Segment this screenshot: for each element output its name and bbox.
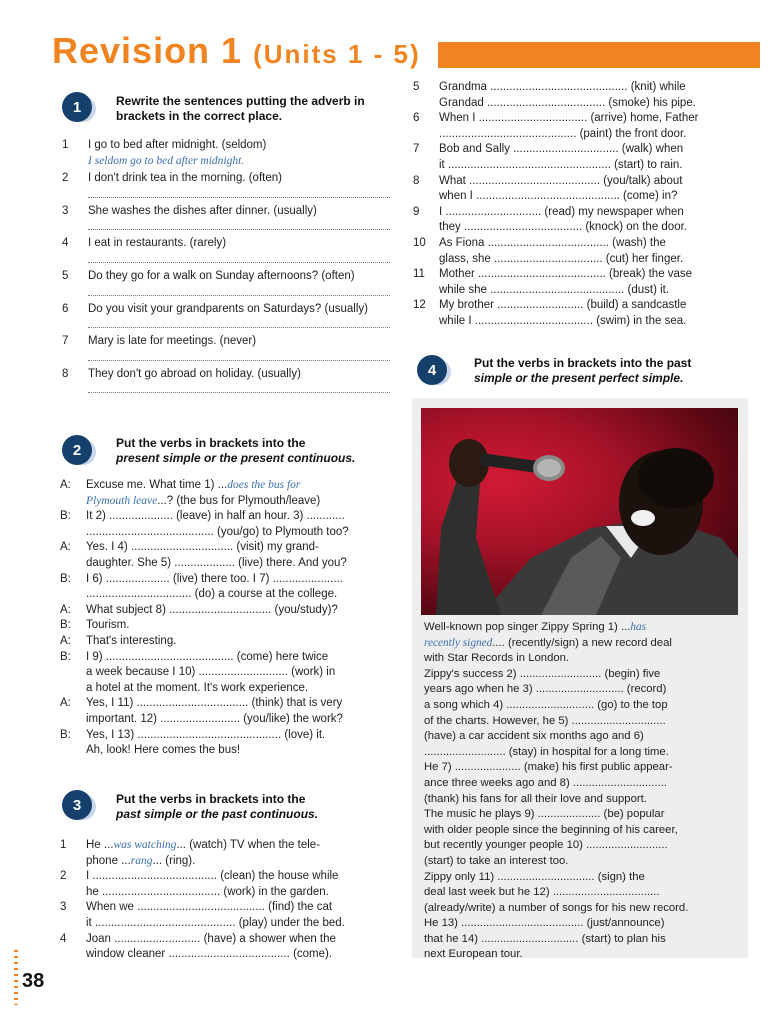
- item-text: [439, 220, 687, 236]
- speaker-label: A:: [60, 697, 71, 710]
- example-answer: Plymouth leave: [86, 494, 158, 507]
- item-number: [60, 854, 86, 870]
- item-text: [439, 267, 692, 283]
- dialogue-text: [86, 728, 325, 744]
- dialogue-line: [60, 681, 392, 697]
- dialogue-line: [60, 587, 392, 603]
- speaker-label: [60, 556, 86, 572]
- title-units: (Units 1 - 5): [253, 39, 421, 69]
- item-number: 2: [60, 870, 67, 883]
- text-segment: (thank) his fans for all their love and support.: [424, 792, 647, 805]
- text-segment: when I ............................................. (come) in?: [439, 190, 678, 203]
- answer-line[interactable]: [88, 252, 390, 263]
- text-segment: What subject 8) ................................ (you/study)?: [86, 603, 338, 616]
- page-title: [52, 30, 421, 72]
- text-segment: Grandma ........................................... (knit) while: [439, 81, 686, 93]
- list-item: [413, 236, 743, 252]
- exercise-4-instruction: Put the verbs in brackets into the past simple or the present perfect simple.: [474, 356, 692, 385]
- dialogue-text: [86, 478, 300, 494]
- item-number: [60, 885, 86, 901]
- item-number: [60, 916, 86, 932]
- list-item: [413, 252, 743, 268]
- text-line: [424, 792, 742, 808]
- text-segment: He ...: [86, 839, 114, 851]
- speaker-label: [60, 712, 86, 728]
- item-text: [86, 885, 329, 901]
- dialogue-line: [60, 743, 392, 759]
- text-line: [424, 698, 742, 714]
- list-item: [413, 142, 743, 158]
- speaker-label: B:: [60, 728, 71, 741]
- answer-line[interactable]: [88, 382, 390, 393]
- text-line: [424, 823, 742, 839]
- list-item: 5 Do they go for a walk on Sunday afternoons? (often): [62, 269, 355, 282]
- item-number: [413, 314, 439, 330]
- list-item: [413, 158, 743, 174]
- text-segment: while I ..................................... (swim) in the sea.: [439, 314, 687, 327]
- text-segment: Yes, I 11) ................................... (think) that is very: [86, 697, 343, 710]
- text-line: [424, 854, 742, 870]
- dialogue-line: [60, 712, 392, 728]
- text-segment: with older people since the beginning of his career,: [424, 823, 678, 836]
- speaker-label: [60, 665, 86, 681]
- list-item: [60, 854, 390, 870]
- item-number: [413, 127, 439, 143]
- dialogue-text: [86, 556, 347, 572]
- speaker-label: [60, 743, 86, 759]
- text-segment: When I .................................. (arrive) home, Father: [439, 112, 699, 125]
- dialogue-text: [86, 525, 349, 541]
- text-line: [424, 947, 742, 963]
- text-segment: ........................................ (you/go) to Plymouth too?: [86, 525, 349, 538]
- exercise-2-badge: 2: [62, 435, 92, 465]
- exercise-3-list: [60, 838, 390, 963]
- text-segment: That's interesting.: [86, 634, 177, 647]
- dialogue-line: [60, 556, 392, 572]
- answer-line[interactable]: [88, 219, 390, 230]
- item-text: [86, 947, 332, 963]
- text-line: [424, 838, 742, 854]
- text-line: [424, 667, 742, 683]
- dialogue-text: [86, 743, 240, 759]
- text-segment: Excuse me. What time 1) ...: [86, 479, 228, 491]
- list-item: [413, 189, 743, 205]
- dialogue-line: [60, 696, 392, 712]
- answer-line[interactable]: [88, 285, 390, 296]
- item-number: [413, 96, 439, 112]
- speaker-label: B:: [60, 619, 71, 632]
- dialogue-line: [60, 494, 392, 510]
- list-item: [60, 916, 390, 932]
- item-number: 8: [413, 174, 420, 187]
- list-item: [413, 205, 743, 221]
- dialogue-text: [86, 540, 319, 556]
- dialogue-line: [60, 665, 392, 681]
- item-text: [439, 189, 677, 205]
- page-edge-dots: [14, 950, 18, 1005]
- item-text: [439, 298, 686, 314]
- item-number: 12: [413, 299, 426, 312]
- text-line: [424, 620, 742, 636]
- text-segment: a hotel at the moment. It's work experience.: [86, 681, 309, 694]
- text-segment: it ................................................... (start) to rain.: [439, 158, 683, 171]
- dialogue-text: [86, 650, 328, 666]
- speaker-label: B:: [60, 650, 71, 663]
- text-segment: It 2) .................... (leave) in half an hour. 3) ............: [86, 510, 345, 523]
- dialogue-text: [86, 509, 345, 525]
- item-number: 5: [413, 81, 420, 93]
- text-segment: Ah, look! Here comes the bus!: [86, 744, 241, 757]
- text-segment: he ..................................... (work) in the garden.: [86, 885, 329, 898]
- dialogue-line: [60, 618, 392, 634]
- speaker-label: A:: [60, 541, 71, 554]
- list-item: [60, 932, 390, 948]
- text-line: [424, 636, 742, 652]
- text-line: [424, 901, 742, 917]
- item-number: 6: [413, 112, 420, 125]
- example-answer: has: [630, 621, 647, 633]
- dialogue-text: [86, 494, 320, 510]
- text-segment: (start) to take an interest too.: [424, 854, 569, 867]
- item-number: [413, 158, 439, 174]
- text-segment: but recently younger people 10) ..........................: [424, 839, 668, 852]
- item-text: [439, 96, 696, 112]
- list-item: [413, 267, 743, 283]
- item-text: [86, 869, 338, 885]
- text-segment: Mother ........................................ (break) the vase: [439, 268, 693, 281]
- exercise-1-list: [62, 138, 390, 399]
- text-segment: Tourism.: [86, 619, 130, 632]
- item-text: [439, 111, 698, 127]
- text-segment: The music he plays 9) .................... (be) popular: [424, 808, 665, 821]
- text-line: [424, 745, 742, 761]
- list-item: [60, 869, 390, 885]
- text-segment: When we ........................................ (find) the cat: [86, 901, 333, 914]
- text-segment: .... (recently/sign) a new record deal: [492, 636, 672, 649]
- text-segment: I 6) .................... (live) there too. I 7) ......................: [86, 572, 343, 585]
- item-text: [86, 900, 332, 916]
- item-text: [86, 854, 195, 870]
- item-text: [86, 838, 320, 854]
- page-number: 38: [22, 970, 45, 992]
- text-segment: Zippy's success 2) .......................... (begin) five: [424, 667, 661, 680]
- speaker-label: B:: [60, 510, 71, 523]
- text-segment: My brother ........................... (build) a sandcastle: [439, 299, 687, 312]
- header-bar: [438, 42, 760, 68]
- list-item: [62, 154, 390, 170]
- item-number: [413, 189, 439, 205]
- text-segment: I .............................. (read) my newspaper when: [439, 205, 684, 218]
- list-item: 2 I don't drink tea in the morning. (often): [62, 172, 282, 185]
- answer-line[interactable]: [88, 187, 390, 198]
- dialogue-line: [60, 634, 392, 650]
- text-line: [424, 729, 742, 745]
- item-text: [439, 314, 686, 330]
- dialogue-line: [60, 572, 392, 588]
- item-number: [413, 252, 439, 268]
- text-line: [424, 776, 742, 792]
- text-segment: (have) a car accident six months ago and 6): [424, 730, 644, 743]
- exercise-1-instruction: Rewrite the sentences putting the adverb in brackets in the correct place.: [116, 94, 365, 123]
- list-item: [60, 947, 390, 963]
- list-item: [413, 80, 743, 96]
- text-segment: ance three weeks ago and 8) ..............................: [424, 776, 667, 789]
- example-answer: rang: [130, 854, 153, 867]
- item-text: [439, 252, 683, 268]
- item-text: [439, 142, 683, 158]
- speaker-label: [60, 587, 86, 603]
- exercise-3-instruction: Put the verbs in brackets into the past simple or the past continuous.: [116, 792, 319, 821]
- dialogue-line: [60, 525, 392, 541]
- item-text: [86, 916, 345, 932]
- text-segment: important. 12) ......................... (you/like) the work?: [86, 712, 343, 725]
- speaker-label: B:: [60, 572, 71, 585]
- text-segment: with Star Records in London.: [424, 652, 570, 665]
- dialogue-text: [86, 634, 176, 650]
- dialogue-line: [60, 540, 392, 556]
- item-text: [439, 205, 684, 221]
- list-item: [413, 283, 743, 299]
- list-item: 8 They don't go abroad on holiday. (usually): [62, 367, 301, 380]
- text-segment: years ago when he 3) ............................ (record): [424, 683, 667, 696]
- exercise-1-badge: 1: [62, 92, 92, 122]
- text-segment: ........................................... (paint) the front door.: [439, 127, 687, 140]
- list-item: [413, 220, 743, 236]
- text-segment: Yes. I 4) ................................ (visit) my grand-: [86, 541, 319, 554]
- speaker-label: A:: [60, 479, 71, 491]
- text-segment: Grandad ..................................... (smoke) his pipe.: [439, 96, 696, 109]
- title-main: Revision 1: [52, 30, 243, 71]
- text-line: [424, 807, 742, 823]
- dialogue-text: [86, 587, 337, 603]
- list-item: [413, 298, 743, 314]
- text-segment: .......................... (stay) in hospital for a long time.: [424, 745, 669, 758]
- item-text: [86, 932, 336, 948]
- list-item: [413, 174, 743, 190]
- speaker-label: [60, 494, 86, 510]
- text-line: [424, 932, 742, 948]
- text-segment: ... (ring).: [152, 854, 196, 867]
- list-item: [413, 127, 743, 143]
- dialogue-line: [60, 650, 392, 666]
- list-item: [413, 96, 743, 112]
- example-answer: does the bus for: [227, 479, 301, 491]
- list-item: 3 She washes the dishes after dinner. (usually): [62, 204, 317, 217]
- exercise-3-list-continued: [413, 80, 743, 330]
- text-segment: next European tour.: [424, 948, 523, 961]
- text-segment: a song which 4) ............................ (go) to the top: [424, 698, 668, 711]
- text-segment: it ............................................ (play) under the bed.: [86, 916, 345, 929]
- text-segment: I 9) ........................................ (come) here twice: [86, 650, 329, 663]
- text-segment: glass, she .................................. (cut) her finger.: [439, 252, 684, 265]
- text-segment: Yes, I 13) ............................................. (love) it.: [86, 728, 326, 741]
- list-item: 6 Do you visit your grandparents on Saturdays? (usually): [62, 302, 368, 315]
- text-segment: Joan ........................... (have) a shower when the: [86, 932, 336, 945]
- dialogue-text: [86, 681, 308, 697]
- text-segment: window cleaner ...................................... (come).: [86, 948, 333, 961]
- exercise-3-badge: 3: [62, 790, 92, 820]
- text-segment: while she .......................................... (dust) it.: [439, 283, 670, 296]
- text-segment: deal last week but he 12) ..................................: [424, 886, 660, 899]
- item-number: 9: [413, 205, 420, 218]
- text-segment: ...? (the bus for Plymouth/leave): [157, 494, 321, 507]
- text-segment: As Fiona ...................................... (wash) the: [439, 236, 666, 249]
- text-line: [424, 885, 742, 901]
- text-segment: daughter. She 5) ................... (live) there. And you?: [86, 556, 347, 569]
- text-line: [424, 682, 742, 698]
- dialogue-text: [86, 618, 129, 634]
- item-number: 4: [60, 932, 67, 945]
- item-number: 1: [60, 839, 67, 851]
- speaker-label: [60, 525, 86, 541]
- dialogue-text: [86, 696, 342, 712]
- item-number: 7: [413, 143, 420, 156]
- item-number: [413, 220, 439, 236]
- dialogue-text: [86, 712, 343, 728]
- list-item: [60, 838, 390, 854]
- exercise-2-instruction: Put the verbs in brackets into the present simple or the present continuous.: [116, 436, 356, 465]
- dialogue-text: [86, 603, 338, 619]
- item-number: [60, 947, 86, 963]
- speaker-label: A:: [60, 603, 71, 616]
- dialogue-line: [60, 478, 392, 494]
- exercise-4-badge: 4: [417, 355, 447, 385]
- list-item: 1 I go to bed after midnight. (seldom): [62, 139, 267, 151]
- text-segment: (already/write) a number of songs for his new record.: [424, 901, 689, 914]
- item-number: [413, 283, 439, 299]
- item-number: 11: [413, 268, 425, 281]
- text-line: [424, 651, 742, 667]
- item-number: 3: [60, 901, 67, 914]
- singer-photo: [421, 408, 738, 615]
- list-item: [413, 314, 743, 330]
- example-answer: recently signed: [424, 636, 493, 649]
- answer-line[interactable]: [88, 317, 390, 328]
- text-line: [424, 916, 742, 932]
- dialogue-line: [60, 728, 392, 744]
- exercise-4-text: [424, 620, 742, 963]
- text-segment: they ..................................... (knock) on the door.: [439, 221, 687, 234]
- text-segment: Bob and Sally ................................. (walk) when: [439, 143, 684, 156]
- item-text: [439, 283, 669, 299]
- dialogue-line: [60, 509, 392, 525]
- example-answer: I seldom go to bed after midnight.: [88, 154, 245, 167]
- text-segment: I ....................................... (clean) the house while: [86, 870, 339, 883]
- text-segment: ................................. (do) a course at the college.: [86, 588, 338, 601]
- exercise-2-dialogue: [60, 478, 392, 759]
- speaker-label: [60, 681, 86, 697]
- list-item: [413, 111, 743, 127]
- text-line: [424, 870, 742, 886]
- item-number: 10: [413, 236, 426, 249]
- text-segment: Well-known pop singer Zippy Spring 1) ...: [424, 621, 631, 633]
- speaker-label: A:: [60, 634, 71, 647]
- item-text: [439, 80, 686, 96]
- text-line: [424, 714, 742, 730]
- text-segment: that he 14) ............................... (start) to plan his: [424, 932, 666, 945]
- text-segment: What ......................................... (you/talk) about: [439, 174, 683, 187]
- text-segment: ... (watch) TV when the tele-: [176, 839, 321, 851]
- dialogue-text: [86, 665, 335, 681]
- item-text: [439, 174, 683, 190]
- text-line: [424, 760, 742, 776]
- list-item: 4 I eat in restaurants. (rarely): [62, 237, 227, 250]
- item-text: [439, 158, 682, 174]
- singer-illustration: [421, 408, 738, 615]
- item-text: [439, 236, 666, 252]
- item-text: [439, 127, 686, 143]
- text-segment: a week because I 10) ............................ (work) in: [86, 666, 336, 679]
- list-item: 7 Mary is late for meetings. (never): [62, 335, 257, 348]
- list-item: [60, 900, 390, 916]
- list-item: [60, 885, 390, 901]
- text-segment: He 7) ..................... (make) his first public appear-: [424, 761, 673, 774]
- dialogue-text: [86, 572, 343, 588]
- answer-line[interactable]: [88, 350, 390, 361]
- text-segment: Zippy only 11) ............................... (sign) the: [424, 870, 645, 883]
- dialogue-line: [60, 603, 392, 619]
- example-answer: was watching: [113, 839, 177, 851]
- text-segment: phone ...: [86, 854, 131, 867]
- text-segment: of the charts. However, he 5) ..............................: [424, 714, 666, 727]
- text-segment: He 13) ....................................... (just/announce): [424, 917, 665, 930]
